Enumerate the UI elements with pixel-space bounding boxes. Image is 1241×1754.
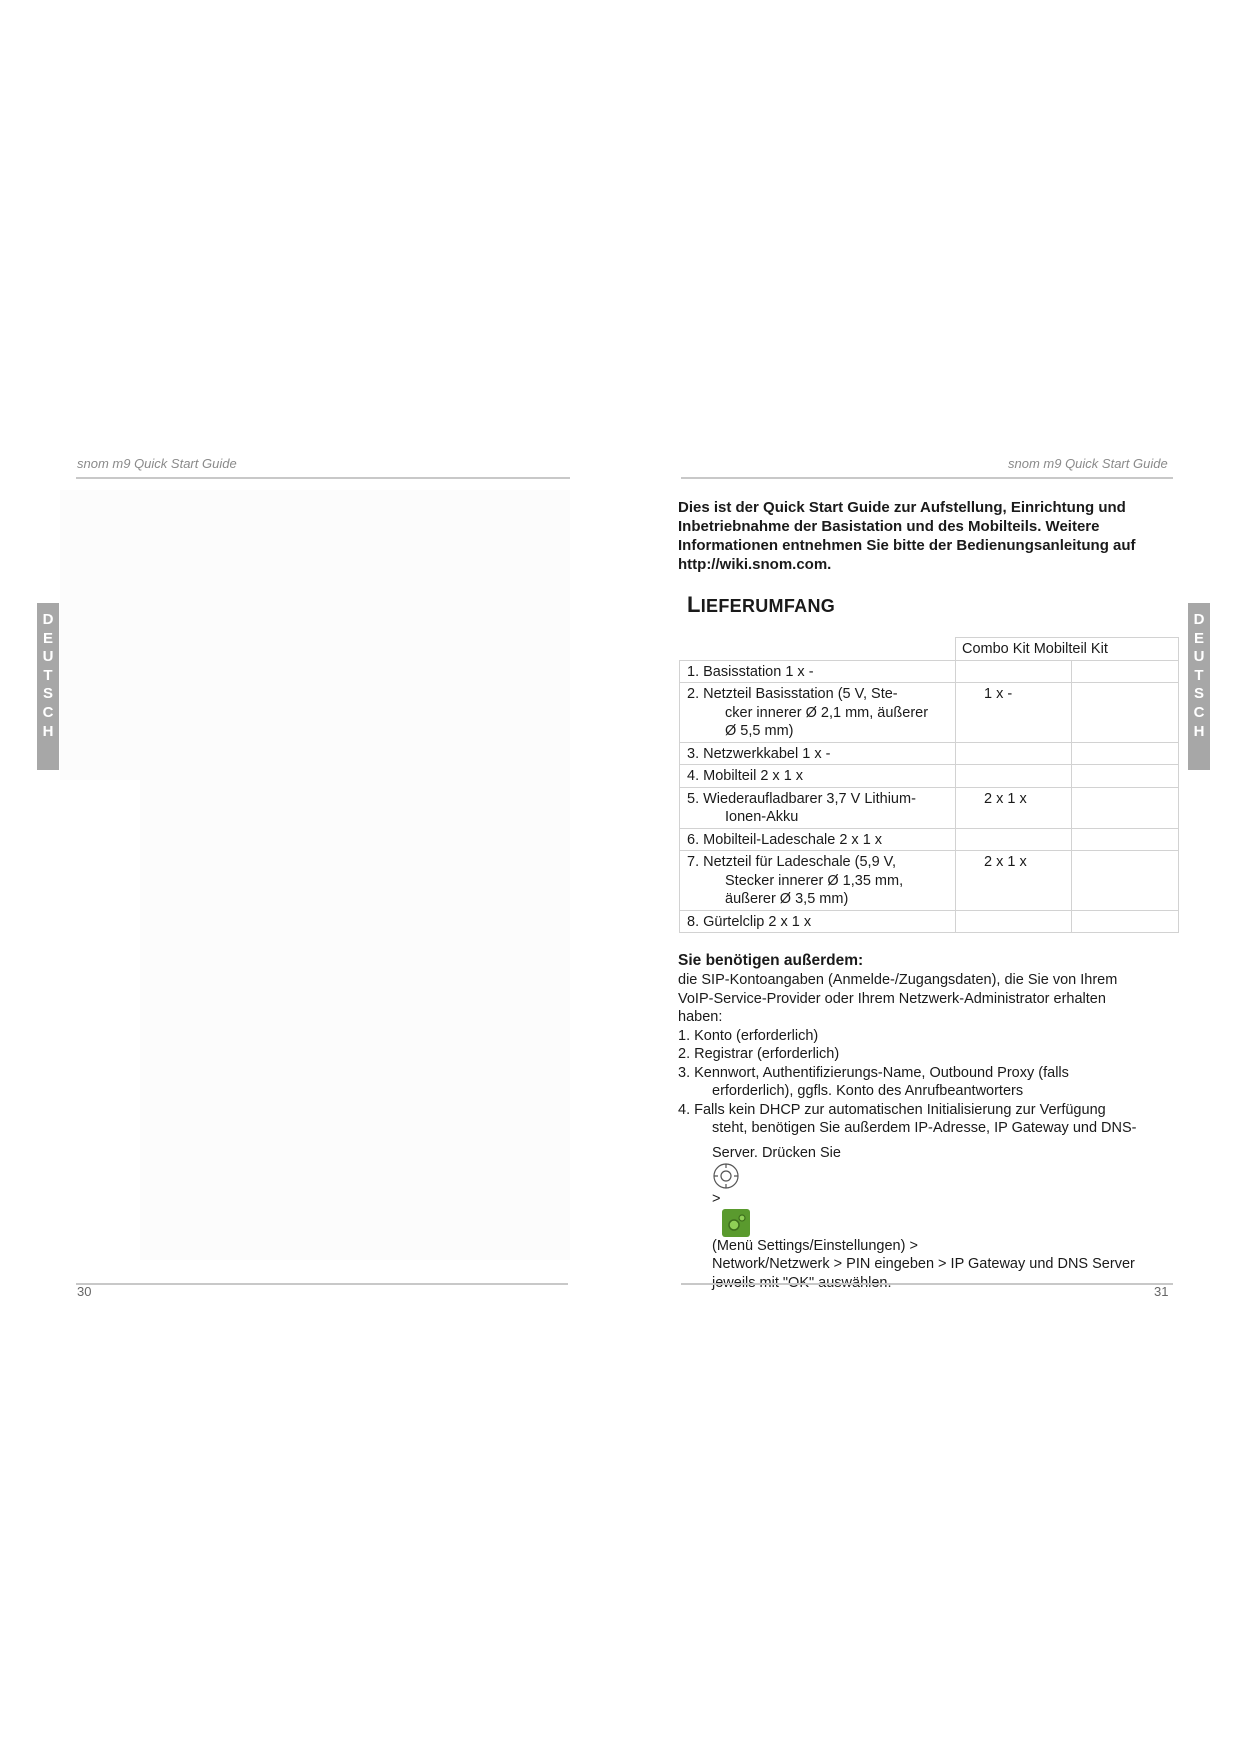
requirements-body <box>678 971 1178 1292</box>
item-cell <box>680 787 956 828</box>
list-item-continuation: erforderlich), ggfls. Konto des Anrufbeantworters <box>712 1083 1024 1099</box>
list-item-continuation: steht, benötigen Sie außerdem IP-Adresse, IP Gateway und DNS- <box>712 1120 1137 1136</box>
tab-letter: C <box>42 703 54 721</box>
intro-line: Inbetriebnahme der Basistation und des Mobilteils. Weitere <box>678 518 1100 535</box>
item-line: 8. Gürtelclip 2 x 1 x <box>687 913 812 930</box>
table-row <box>680 828 1179 851</box>
page-number-left: 30 <box>77 1284 92 1299</box>
tab-letter: E <box>42 629 53 647</box>
list-item: 4. Falls kein DHCP zur automatischen Initialisierung zur Verfügung <box>678 1101 1106 1118</box>
item-cell <box>680 660 956 683</box>
item-line: 7. Netzteil für Ladeschale (5,9 V, <box>687 854 897 870</box>
tab-letter: S <box>42 685 53 703</box>
table-row <box>680 742 1179 765</box>
section-title <box>687 592 835 618</box>
intro-line: Informationen entnehmen Sie bitte der Bedienungsanleitung auf <box>678 537 1136 554</box>
item-cell <box>680 851 956 911</box>
instruction-text: (Menü Settings/Einstellungen) > <box>712 1237 918 1254</box>
tab-letter: C <box>1193 703 1205 721</box>
combo-cell: 2 x 1 x <box>956 851 1072 911</box>
page-number-right: 31 <box>1154 1284 1169 1299</box>
table-row <box>680 683 1179 743</box>
mobil-cell <box>1072 910 1179 933</box>
tab-letter: S <box>1193 685 1204 703</box>
navigation-key-icon <box>712 1162 740 1190</box>
combo-cell: 2 x 1 x <box>956 787 1072 828</box>
item-cell <box>680 742 956 765</box>
tab-letter: U <box>1193 648 1205 666</box>
left-page-blank-area-lower <box>140 780 570 1260</box>
footer-rule-right <box>681 1283 1173 1285</box>
requirements-line: die SIP-Kontoangaben (Anmelde-/Zugangsdaten), die Sie von Ihrem <box>678 972 1118 988</box>
combo-cell <box>956 910 1072 933</box>
mobil-cell <box>1072 660 1179 683</box>
table-row <box>680 851 1179 911</box>
tab-letter: U <box>42 648 54 666</box>
item-line: 2. Netzteil Basisstation (5 V, Ste- <box>687 686 898 702</box>
language-tab-left <box>37 603 59 770</box>
instruction-text: Server. Drücken Sie <box>712 1144 841 1161</box>
item-line: 3. Netzwerkkabel 1 x - <box>687 745 831 762</box>
header-rule-right <box>681 477 1173 479</box>
tab-letter: D <box>1193 611 1205 628</box>
tab-letter: H <box>1193 722 1205 740</box>
table-header-cell: Combo Kit Mobilteil Kit <box>956 638 1179 661</box>
tab-letter: D <box>42 611 54 628</box>
intro-paragraph <box>678 498 1168 574</box>
mobil-cell <box>1072 742 1179 765</box>
left-page-blank-area <box>60 490 570 780</box>
section-title-initial: L <box>687 592 701 617</box>
requirements-line: VoIP-Service-Provider oder Ihrem Netzwerk-Administrator erhalten <box>678 990 1106 1007</box>
tab-letter: H <box>42 722 54 740</box>
item-line: 5. Wiederaufladbarer 3,7 V Lithium- <box>687 790 916 807</box>
item-line: Ø 5,5 mm) <box>725 723 794 739</box>
mobil-cell <box>1072 765 1179 788</box>
tab-letter: T <box>43 666 53 684</box>
header-right: snom m9 Quick Start Guide <box>1008 456 1168 471</box>
mobil-cell <box>1072 828 1179 851</box>
list-item: 3. Kennwort, Authentifizierungs-Name, Outbound Proxy (falls <box>678 1064 1069 1081</box>
intro-line: Dies ist der Quick Start Guide zur Aufstellung, Einrichtung und <box>678 499 1126 516</box>
item-line: Ionen-Akku <box>725 809 799 825</box>
list-item-continuation <box>678 1144 1178 1256</box>
item-line: 6. Mobilteil-Ladeschale 2 x 1 x <box>687 831 883 848</box>
mobil-cell <box>1072 851 1179 911</box>
mobil-cell <box>1072 787 1179 828</box>
tab-letter: T <box>1194 666 1204 684</box>
section-title-rest: IEFERUMFANG <box>700 596 836 616</box>
item-line: 1. Basisstation 1 x - <box>687 663 814 680</box>
table-row <box>680 765 1179 788</box>
combo-cell <box>956 742 1072 765</box>
combo-cell <box>956 765 1072 788</box>
table-header-blank <box>680 638 956 661</box>
table-row <box>680 660 1179 683</box>
item-cell <box>680 765 956 788</box>
table-header-row <box>680 638 1179 661</box>
contents-table <box>679 637 1179 933</box>
table-row <box>680 787 1179 828</box>
list-item-continuation: Network/Netzwerk > PIN eingeben > IP Gateway und DNS Server <box>712 1256 1135 1272</box>
intro-line: http://wiki.snom.com. <box>678 556 832 573</box>
item-line: cker innerer Ø 2,1 mm, äußerer <box>725 704 929 721</box>
item-cell <box>680 910 956 933</box>
tab-letter: E <box>1193 629 1204 647</box>
instruction-separator: > <box>712 1191 721 1207</box>
table-row <box>680 910 1179 933</box>
settings-menu-icon <box>722 1209 750 1237</box>
mobil-cell <box>1072 683 1179 743</box>
footer-rule-left <box>76 1283 568 1285</box>
item-line: Stecker innerer Ø 1,35 mm, <box>725 872 904 889</box>
list-item: 1. Konto (erforderlich) <box>678 1027 819 1044</box>
combo-cell <box>956 828 1072 851</box>
combo-cell: 1 x - <box>956 683 1072 743</box>
item-line: äußerer Ø 3,5 mm) <box>725 891 849 907</box>
requirements-heading: Sie benötigen außerdem: <box>678 952 864 969</box>
item-line: 4. Mobilteil 2 x 1 x <box>687 768 804 784</box>
item-cell <box>680 683 956 743</box>
language-tab-right <box>1188 603 1210 770</box>
combo-cell <box>956 660 1072 683</box>
item-cell <box>680 828 956 851</box>
header-rule-left <box>76 477 570 479</box>
list-item: 2. Registrar (erforderlich) <box>678 1046 840 1062</box>
requirements-line: haben: <box>678 1009 723 1025</box>
header-left: snom m9 Quick Start Guide <box>77 456 237 471</box>
